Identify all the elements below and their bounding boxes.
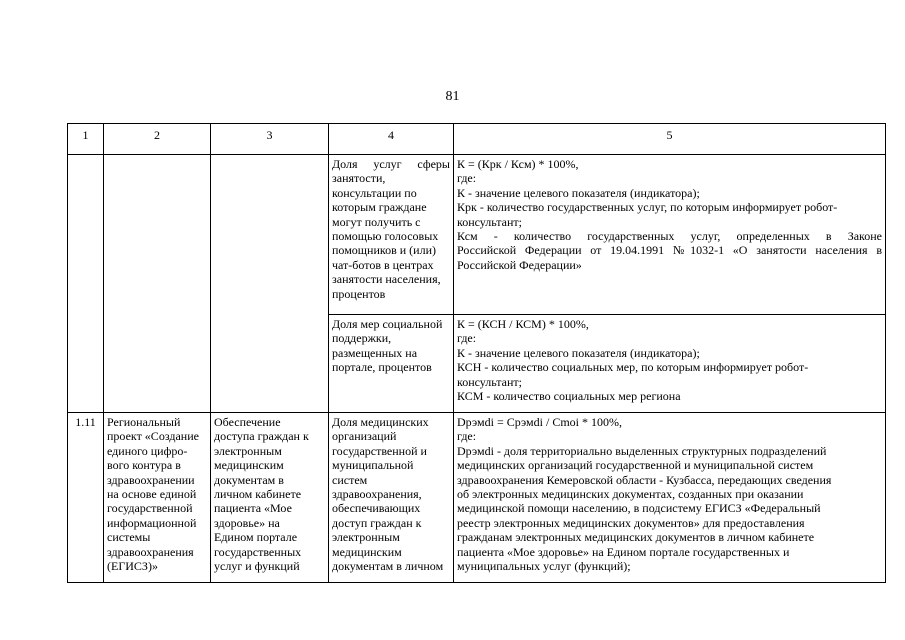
text-line: К = (Крк / Ксм) * 100%, [457,157,579,171]
text-line: пациента «Мое здоровье» на Едином портале государственных и [457,544,790,559]
text-line: которым граждане [332,200,427,215]
text-line: консультант; [457,374,523,389]
text-line: гражданам электронных медицинских документов в личном кабинете [457,530,815,545]
text-line: государственных [214,544,302,559]
text-line: где: [457,331,477,346]
text-line: где: [457,171,477,186]
text-line: (ЕГИСЗ)» [107,559,158,574]
text-line: электронным [332,530,400,545]
text-line: доступ граждан к [332,515,422,530]
indicators-table [67,123,886,583]
text-line: помощью голосовых [332,229,439,244]
text-line: К - значение целевого показателя (индикатора); [457,185,700,200]
text-line: вого контура в [107,458,181,473]
empty-cell [211,315,329,413]
text-line: портале, процентов [332,360,432,375]
header-cell-4: 4 [329,124,454,155]
text-line: электронным [214,443,282,458]
text-line: Едином портале [214,530,298,545]
text-line: реестр электронных медицинских документов» для предоставления [457,515,805,530]
text-line: информационной [107,515,197,530]
text-line: К = (КСН / КСМ) * 100%, [457,317,589,331]
formula-cell [454,413,886,583]
text-line: об электронных медицинских документах, созданных при оказании [457,487,804,502]
text-line: чат-ботов в центрах [332,257,434,272]
text-line: где: [457,429,477,444]
indicator-cell [329,155,454,315]
text-line: личном кабинете [214,487,302,502]
text-line: Обеспечение [214,415,281,429]
text-line: КСН - количество социальных мер, по которым информирует робот- [457,360,809,375]
text-line: поддержки, [332,331,392,346]
text-line: здравоохранения Кемеровской области - Кузбасса, передающих сведения [457,472,832,487]
text-line: здоровье» на [214,515,280,530]
text-line: систем [332,472,368,487]
header-cell-3: 3 [211,124,329,155]
empty-cell [104,315,211,413]
text-line: Доля мер социальной [332,317,443,331]
text-line: медицинских организаций государственной и муниципальной систем [457,458,814,473]
formula-cell [454,155,886,315]
text-line: документам в [214,472,284,487]
text-line: Российской Федерации от 19.04.1991 №1032-1 «О занятости населения в [457,243,882,258]
page-number: 81 [445,89,460,104]
empty-cell [104,155,211,315]
text-line: государственной [107,501,193,516]
text-line: Доля медицинских [332,415,429,429]
text-line: процентов [332,286,386,301]
project-cell [104,413,211,583]
text-line: организаций [332,429,397,444]
text-line: единого цифро- [107,443,188,458]
text-line: занятости населения, [332,272,441,287]
goal-cell [211,413,329,583]
text-line: на основе единой [107,487,197,502]
text-line: медицинским [332,544,402,559]
text-line: консультант; [457,214,523,229]
text-line: здравоохранения, [332,487,422,502]
row-number: 1.11 [68,413,104,583]
table-row [68,315,886,413]
text-line: медицинской помощи населению, в подсистему ЕГИСЗ «Федеральный [457,501,821,516]
indicator-cell [329,413,454,583]
text-line: Региональный [107,415,181,429]
indicator-cell [329,315,454,413]
header-cell-1: 1 [68,124,104,155]
formula-cell [454,315,886,413]
text-line: Ксм - количество государственных услуг, определенных в Законе [457,229,882,244]
empty-cell [68,315,104,413]
text-line: государственной и [332,443,427,458]
header-row [68,124,886,155]
empty-cell [211,155,329,315]
text-line: пациента «Мое [214,501,292,516]
text-line: Крк - количество государственных услуг, по которым информирует робот- [457,200,838,215]
text-line: системы [107,530,151,545]
header-cell-5: 5 [454,124,886,155]
header-cell-2: 2 [104,124,211,155]
text-line: Доля услуг сферы [332,157,450,171]
text-line: помощников и (или) [332,243,437,258]
text-line: муниципальных услуг (функций); [457,559,631,574]
table-row [68,413,886,583]
text-line: медицинским [214,458,284,473]
text-line: здравоохранении [107,472,195,487]
text-line: Российской Федерации» [457,257,582,272]
text-line: обеспечивающих [332,501,421,516]
text-line: муниципальной [332,458,414,473]
text-line: КСМ - количество социальных мер региона [457,389,681,404]
text-line: доступа граждан к [214,429,309,444]
text-line: Dрэмdi = Срэмdi / Cmoi * 100%, [457,415,622,429]
text-line: занятости, [332,171,386,186]
text-line: услуг и функций [214,559,300,574]
empty-cell [68,155,104,315]
text-line: размещенных на [332,345,418,360]
table-row [68,155,886,315]
text-line: К - значение целевого показателя (индикатора); [457,345,700,360]
text-line: Dрэмdi - доля территориально выделенных структурных подразделений [457,443,827,458]
text-line: проект «Создание [107,429,199,444]
text-line: документам в личном [332,559,444,574]
text-line: консультации по [332,185,417,200]
text-line: могут получить с [332,214,421,229]
text-line: здравоохранения [107,544,194,559]
